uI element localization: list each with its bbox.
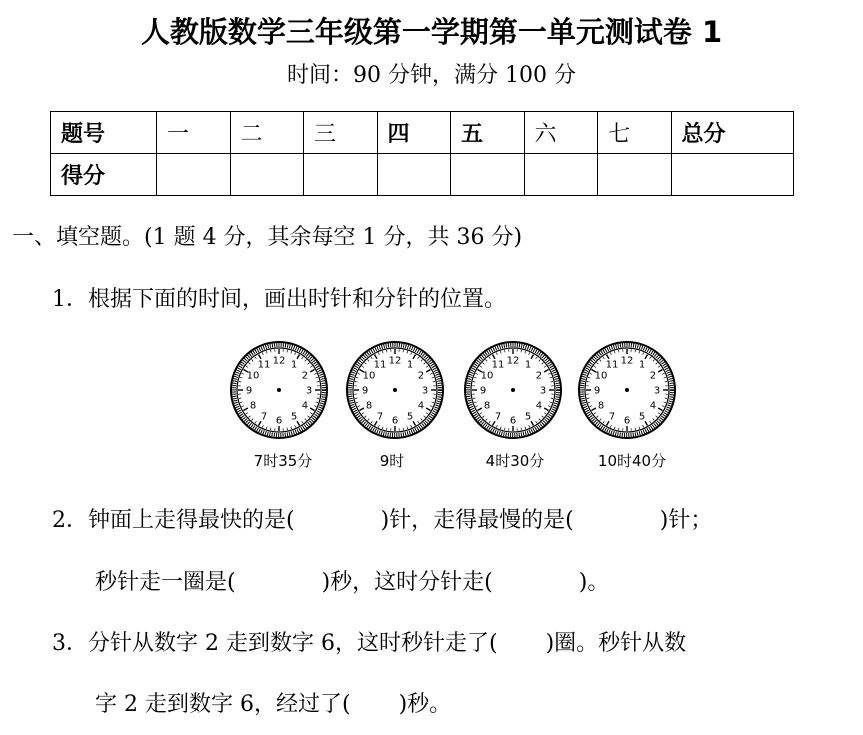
clock-numeral: 3 <box>305 385 313 397</box>
clock-numeral: 6 <box>391 415 399 427</box>
clock-numeral: 1 <box>290 359 298 371</box>
question-text: )针； <box>659 508 713 533</box>
clock-center-dot <box>277 388 281 392</box>
clock-numeral: 10 <box>246 370 260 382</box>
clock-numeral: 2 <box>649 370 657 382</box>
question-text: 分针从数字 2 走到数字 6，这时秒针走了( <box>88 631 498 656</box>
clock-numeral: 3 <box>539 385 547 397</box>
score-entry-cell[interactable] <box>451 154 525 196</box>
score-entry-cell[interactable] <box>524 154 598 196</box>
clock-numeral: 4 <box>535 400 543 412</box>
question-1 <box>52 282 506 313</box>
clock-numeral: 4 <box>649 400 657 412</box>
clock-numeral: 9 <box>593 385 601 397</box>
clock-numeral: 7 <box>376 411 384 423</box>
clock-numeral: 8 <box>483 400 491 412</box>
score-cell-3: 三 <box>304 112 378 154</box>
clock-numeral: 11 <box>373 359 387 371</box>
clock-numeral: 1 <box>638 359 646 371</box>
clock-numeral: 8 <box>365 400 373 412</box>
score-cell-4: 四 <box>377 112 451 154</box>
clock-numeral: 9 <box>245 385 253 397</box>
clock-face-3[interactable] <box>463 340 563 440</box>
clock-numeral: 8 <box>249 400 257 412</box>
score-table-header-row <box>51 112 794 154</box>
clock-numeral: 2 <box>301 370 309 382</box>
question-text: 钟面上走得最快的是( <box>88 508 295 533</box>
clock-numeral: 4 <box>301 400 309 412</box>
question-number: 2． <box>52 508 88 533</box>
question-number: 1． <box>52 287 88 312</box>
question-text: )秒。 <box>398 692 452 717</box>
clock-numeral: 10 <box>594 370 608 382</box>
question-text: 根据下面的时间，画出时针和分针的位置。 <box>88 287 507 312</box>
clock-numeral: 8 <box>597 400 605 412</box>
section-heading: 一、填空题。(1 题 4 分，其余每空 1 分，共 36 分) <box>12 225 523 250</box>
clock-face-1[interactable] <box>229 340 329 440</box>
clock-numeral: 3 <box>653 385 661 397</box>
clock-numeral: 10 <box>480 370 494 382</box>
clock-numeral: 12 <box>388 355 402 367</box>
clock-label-1: 7时35分 <box>253 452 313 470</box>
clock-numeral: 5 <box>638 411 646 423</box>
clock-numeral: 7 <box>260 411 268 423</box>
question-number: 3． <box>52 631 88 656</box>
score-table <box>50 111 794 196</box>
score-table-score-row <box>51 154 794 196</box>
clock-numeral: 6 <box>623 415 631 427</box>
clock-face-2[interactable] <box>345 340 445 440</box>
clock-center-dot <box>625 388 629 392</box>
question-3-line-1 <box>52 626 686 657</box>
clock-numeral: 11 <box>605 359 619 371</box>
score-cell-1: 一 <box>157 112 231 154</box>
score-cell-2: 二 <box>230 112 304 154</box>
clock-numeral: 9 <box>361 385 369 397</box>
question-text: )圈。秒针从数 <box>545 631 687 656</box>
clock-numeral: 12 <box>272 355 286 367</box>
clock-numeral: 12 <box>620 355 634 367</box>
clock-numeral: 6 <box>509 415 517 427</box>
clock-numeral: 2 <box>417 370 425 382</box>
question-text: 字 2 走到数字 6，经过了( <box>95 692 351 717</box>
clock-numeral: 5 <box>406 411 414 423</box>
clock-face-4[interactable] <box>577 340 677 440</box>
clock-numeral: 1 <box>524 359 532 371</box>
clock-numeral: 9 <box>479 385 487 397</box>
clock-numeral: 6 <box>275 415 283 427</box>
page-title: 人教版数学三年级第一学期第一单元测试卷 1 <box>140 15 723 49</box>
question-text: )针，走得最慢的是( <box>380 508 574 533</box>
score-cell-6: 六 <box>524 112 598 154</box>
score-entry-cell[interactable] <box>671 154 794 196</box>
score-cell-5: 五 <box>451 112 525 154</box>
clock-numeral: 11 <box>257 359 271 371</box>
clock-center-dot <box>393 388 397 392</box>
clock-label-2: 9时 <box>379 452 405 470</box>
score-entry-cell[interactable] <box>377 154 451 196</box>
score-row-label: 得分 <box>51 154 157 196</box>
clock-numeral: 5 <box>290 411 298 423</box>
clock-label-3: 4时30分 <box>485 452 545 470</box>
clock-numeral: 5 <box>524 411 532 423</box>
question-text: 秒针走一圈是( <box>95 570 236 595</box>
clock-numeral: 1 <box>406 359 414 371</box>
clock-numeral: 10 <box>362 370 376 382</box>
score-entry-cell[interactable] <box>304 154 378 196</box>
question-text: )秒，这时分针走( <box>321 570 493 595</box>
score-cell-7: 七 <box>598 112 672 154</box>
clock-numeral: 2 <box>535 370 543 382</box>
question-3-line-2 <box>95 687 451 718</box>
clock-numeral: 11 <box>491 359 505 371</box>
score-cell-total: 总分 <box>671 112 794 154</box>
clock-numeral: 3 <box>421 385 429 397</box>
clock-numeral: 7 <box>608 411 616 423</box>
clock-center-dot <box>511 388 515 392</box>
score-entry-cell[interactable] <box>230 154 304 196</box>
question-2-line-1 <box>52 503 712 534</box>
clock-numeral: 12 <box>506 355 520 367</box>
score-entry-cell[interactable] <box>157 154 231 196</box>
score-entry-cell[interactable] <box>598 154 672 196</box>
clock-numeral: 7 <box>494 411 502 423</box>
question-text: )。 <box>578 570 610 595</box>
score-cell-label: 题号 <box>51 112 157 154</box>
clock-label-4: 10时40分 <box>597 452 667 470</box>
question-2-line-2 <box>95 565 609 596</box>
exam-info: 时间：90 分钟，满分 100 分 <box>287 63 576 88</box>
clock-numeral: 4 <box>417 400 425 412</box>
